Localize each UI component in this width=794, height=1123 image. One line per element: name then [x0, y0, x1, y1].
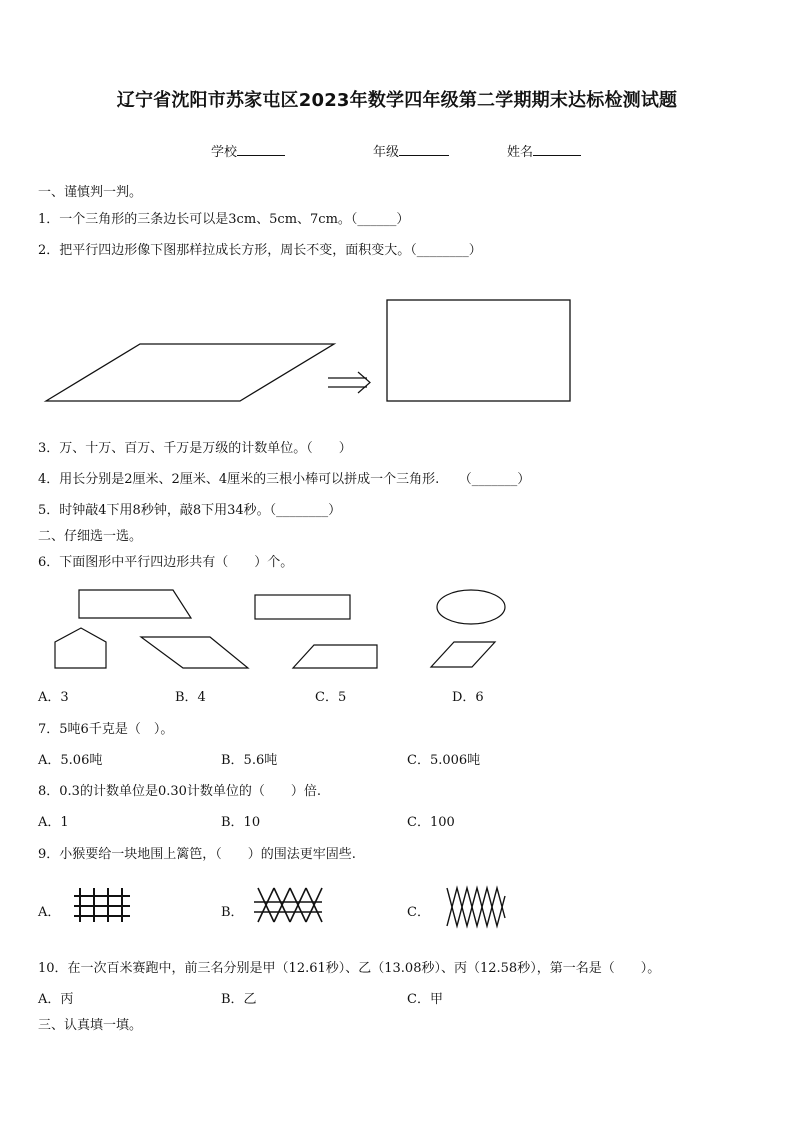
question-3: 3．万、十万、百万、千万是万级的计数单位。（ ） — [38, 441, 352, 456]
q10-option-b[interactable]: B．乙 — [221, 992, 257, 1007]
pentagon-shape — [55, 628, 106, 668]
q9-option-c[interactable]: C． — [407, 905, 430, 920]
question-2: 2．把平行四边形像下图那样拉成长方形，周长不变，面积变大。（________） — [38, 243, 482, 258]
q9-option-b[interactable]: B． — [221, 905, 244, 920]
diamond-fence-icon — [447, 888, 505, 926]
school-label: 学校 — [211, 145, 238, 160]
parallelogram-shape-small — [431, 642, 495, 667]
question-8: 8．0.3的计数单位是0.30计数单位的（ ）倍. — [38, 784, 322, 799]
school-blank[interactable] — [237, 143, 285, 156]
name-blank[interactable] — [533, 143, 581, 156]
ellipse-shape — [437, 590, 505, 624]
school-field — [211, 141, 285, 160]
q6-option-a[interactable]: A．3 — [38, 690, 69, 705]
name-field — [507, 141, 581, 160]
question-10: 10．在一次百米赛跑中，前三名分别是甲（12.61秒）、乙（13.08秒）、丙（12.58秒），第一名是（ ）。 — [38, 961, 661, 976]
grade-blank[interactable] — [399, 143, 449, 156]
section-one-heading: 一、谨慎判一判。 — [38, 185, 143, 200]
q6-option-b[interactable]: B．4 — [175, 690, 206, 705]
trapezoid-shape — [79, 590, 191, 618]
q6-option-c[interactable]: C．5 — [315, 690, 347, 705]
page-title: 辽宁省沈阳市苏家屯区2023年数学四年级第二学期期末达标检测试题 — [116, 90, 678, 111]
grid-fence-icon — [74, 888, 130, 922]
q6-option-d[interactable]: D．6 — [452, 690, 484, 705]
question-1: 1．一个三角形的三条边长可以是3cm、5cm、7cm。（______） — [38, 212, 410, 227]
grade-label: 年级 — [373, 145, 400, 160]
section-three-heading: 三、认真填一填。 — [38, 1018, 143, 1033]
question-4: 4．用长分别是2厘米、2厘米、4厘米的三根小棒可以拼成一个三角形. （_______） — [38, 472, 531, 487]
question-6: 6．下面图形中平行四边形共有（ ）个。 — [38, 555, 294, 570]
grade-field — [373, 141, 449, 160]
rectangle-shape — [387, 300, 570, 401]
name-label: 姓名 — [507, 145, 534, 160]
q10-option-a[interactable]: A．丙 — [38, 992, 74, 1007]
q7-option-a[interactable]: A．5.06吨 — [38, 753, 103, 768]
q8-option-a[interactable]: A．1 — [38, 815, 69, 830]
q8-option-b[interactable]: B．10 — [221, 815, 261, 830]
question-5: 5．时钟敲4下用8秒钟，敲8下用34秒。（________） — [38, 503, 342, 518]
q7-option-c[interactable]: C．5.006吨 — [407, 753, 481, 768]
section-two-heading: 二、仔细选一选。 — [38, 529, 143, 544]
q9-option-a[interactable]: A． — [38, 905, 61, 920]
parallelogram-shape — [46, 344, 334, 401]
implies-arrow-head — [358, 372, 370, 393]
cross-fence-icon — [254, 888, 322, 922]
question-9: 9．小猴要给一块地围上篱笆，（ ）的围法更牢固些. — [38, 847, 356, 862]
q8-option-c[interactable]: C．100 — [407, 815, 455, 830]
parallelogram-shape-wide — [293, 645, 377, 668]
rectangle-shape-small — [255, 595, 350, 619]
parallelogram-shape-slanted — [141, 637, 248, 668]
q7-option-b[interactable]: B．5.6吨 — [221, 753, 278, 768]
question-7: 7．5吨6千克是（ ）。 — [38, 722, 174, 737]
q10-option-c[interactable]: C．甲 — [407, 992, 443, 1007]
